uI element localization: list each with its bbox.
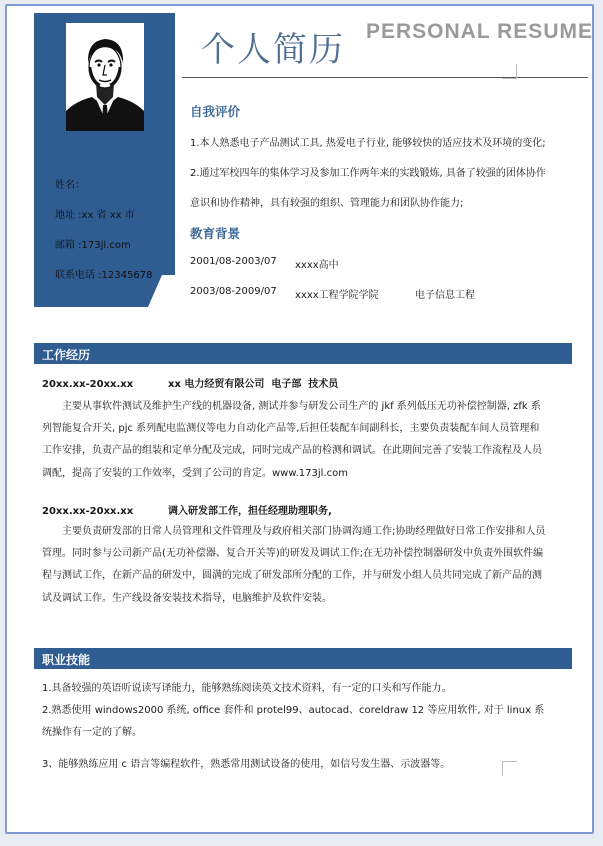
skill-item-3: 3、能够熟练应用 c 语言等编程软件，熟悉常用测试设备的使用，如信号发生器、示波器等。 (42, 759, 451, 770)
self-eval-item-2a: 2.通过军校四年的集体学习及参加工作两年来的实践锻炼, 具备了较强的团体协作 (190, 168, 546, 179)
self-eval-item-1: 1.本人熟悉电子产品测试工具, 热爱电子行业, 能够较快的适应技术及环境的变化; (190, 138, 546, 149)
contact-address: 地址 :xx 省 xx 市 (55, 210, 135, 221)
skill-item-2: 2.熟悉使用 windows2000 系统, office 套件和 protel99、autocad、coreldraw 12 等应用软件, 对于 linux 系统操作有一定的了解。 (42, 705, 545, 739)
edu-major-2: 电子信息工程 (415, 290, 475, 301)
work-heading: 工作经历 (42, 348, 91, 362)
job-1-description: 主要从事软件测试及维护生产线的机器设备, 测试并参与研发公司生产的 jkf 系列低压无功补偿控制器, zfk 系列智能复合开关, pjc 系列配电监测仪等电力自动化产品等,后担任装配车间副科长，主要负责装配车间人员管理和工作安排，负责产品的组装和定单分配及完成，同时完成产品的检测和调试。在此期间完善了安装工作流程及人员调配，提高了安装的工作效率，受到了公司的肯定。www.173jl.com (42, 401, 542, 479)
skill-item-1: 1.具备较强的英语听说读写译能力，能够熟练阅读英文技术资料，有一定的口头和写作能力。 (42, 683, 452, 694)
contact-phone: 联系电话 :12345678 (55, 270, 153, 281)
resume-title-cn: 个人简历 (201, 30, 345, 70)
work-section-bar (34, 343, 572, 364)
resume-title-en: PERSONAL RESUME (366, 20, 593, 43)
profile-photo (66, 23, 144, 131)
education-heading: 教育背景 (190, 226, 241, 241)
skills-section-bar (34, 648, 572, 669)
self-eval-item-2b: 意识和协作精神，具有较强的组织、管理能力和团队协作能力; (190, 198, 464, 209)
title-divider (182, 77, 588, 78)
edu-school-1: xxxx高中 (295, 260, 339, 271)
skills-heading: 职业技能 (42, 653, 91, 667)
self-eval-heading: 自我评价 (190, 104, 241, 119)
edu-period-1: 2001/08-2003/07 (190, 256, 277, 267)
edu-school-2: xxxx工程学院学院 (295, 290, 379, 301)
portrait-image (66, 23, 144, 131)
job-2-description: 主要负责研发部的日常人员管理和文件管理及与政府相关部门协调沟通工作;协助经理做好日常工作安排和人员管理。同时参与公司新产品(无功补偿器、复合开关等)的研发及调试工作;在无功补偿控制器研发中负责外围软件编程与测试工作，在新产品的研发中，圆满的完成了研发部所分配的工作，并与研发小组人员共同完成了新产品的测试及调试工作。生产线设备安装技术指导，电脑维护及软件安装。 (42, 526, 546, 604)
contact-email: 邮箱 :173jl.com (55, 240, 131, 251)
margin-corner-mark-bottom (502, 761, 517, 776)
margin-corner-mark (502, 64, 517, 79)
job-1-title: 20xx.xx-20xx.xx xx 电力经贸有限公司 电子部 技术员 (42, 379, 339, 390)
edu-period-2: 2003/08-2009/07 (190, 286, 277, 297)
job-2-title: 20xx.xx-20xx.xx 调入研发部工作，担任经理助理职务, (42, 506, 332, 517)
contact-name: 姓名： (55, 180, 85, 191)
